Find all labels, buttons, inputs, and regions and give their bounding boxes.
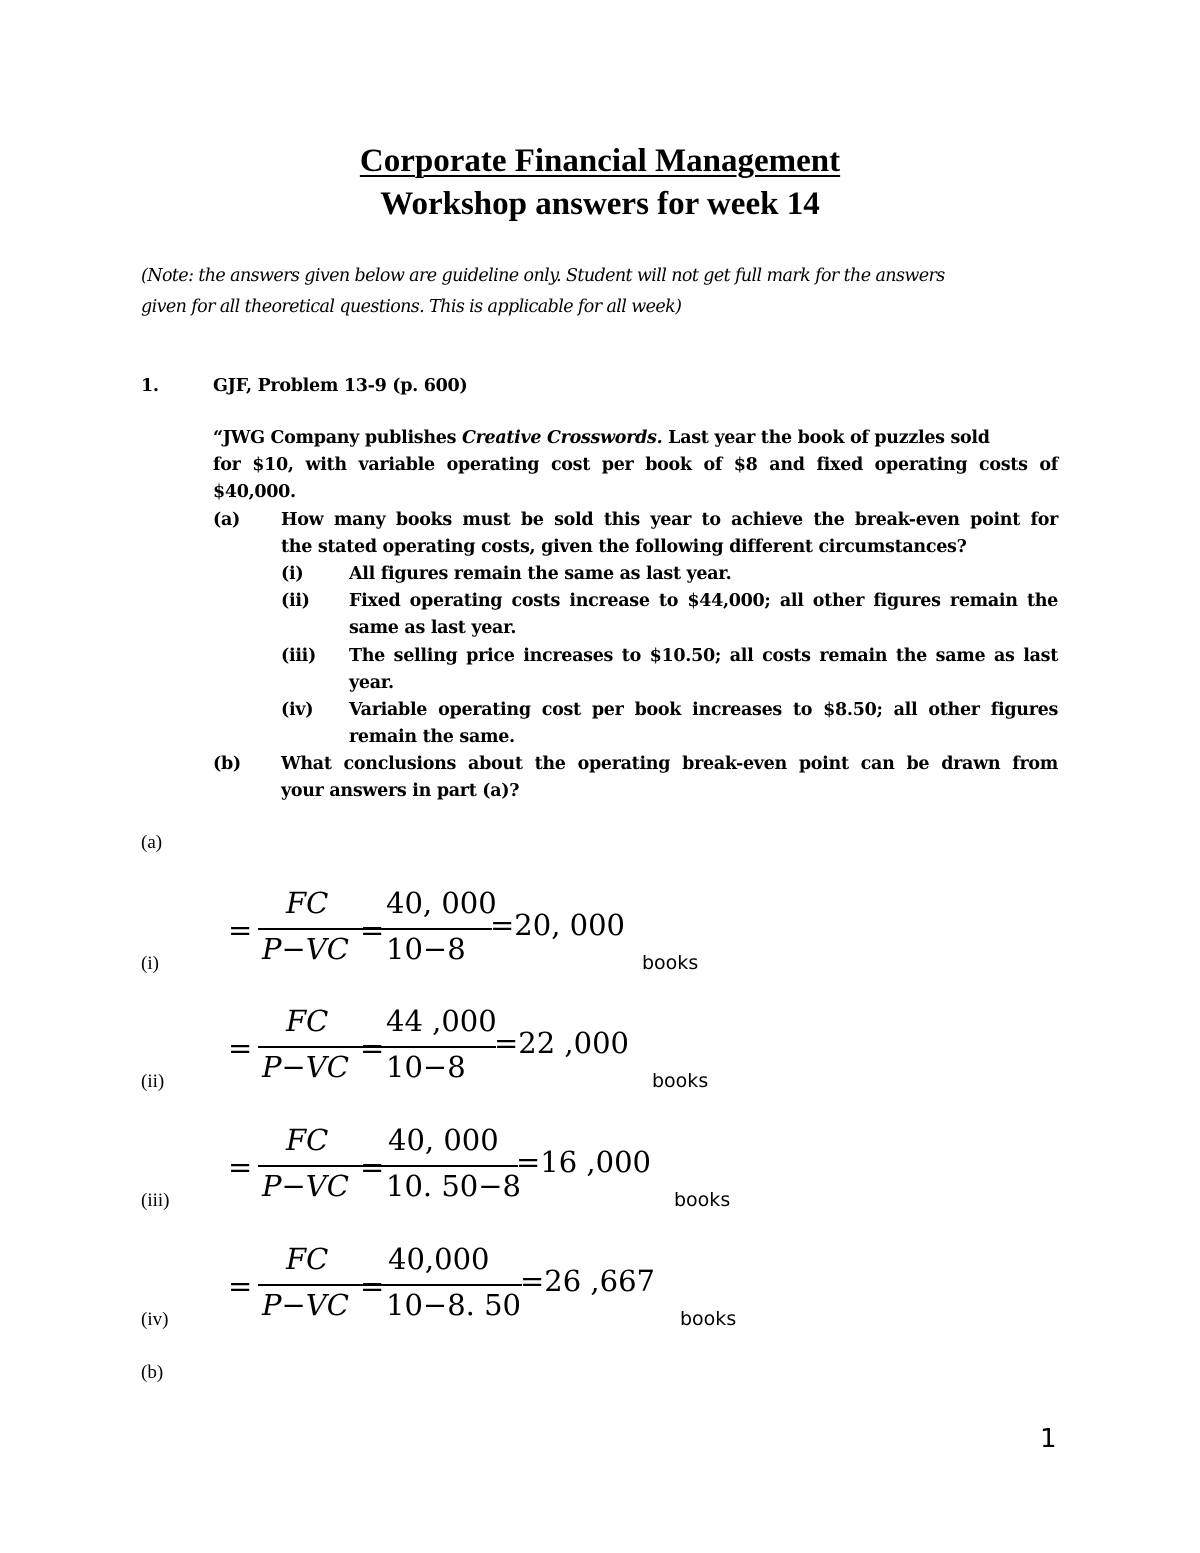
part-a-line-1: How many books must be sold this year to achieve the break-even point for xyxy=(281,510,1058,530)
part-a-line-2: the stated operating costs, given the following different circumstances? xyxy=(281,537,967,557)
sub-iii-label: (iii) xyxy=(281,646,317,666)
numerator-value: 40,000 xyxy=(388,1242,490,1276)
sub-iv-label: (iv) xyxy=(281,700,314,720)
denominator-p-vc: P−VC xyxy=(262,932,349,966)
part-b-label: (b) xyxy=(213,754,241,774)
denominator-value: 10−8. 50 xyxy=(386,1288,521,1322)
page-number: 1 xyxy=(1040,1424,1057,1454)
result-value: =20, 000 xyxy=(490,908,625,942)
eq-ii-unit: books xyxy=(652,1070,709,1092)
fraction-bar xyxy=(384,1165,518,1167)
sub-iii-line-2: year. xyxy=(349,673,394,693)
denominator-value: 10−8 xyxy=(386,932,466,966)
equals-sign: = xyxy=(360,1150,385,1184)
fraction-bar xyxy=(384,1046,496,1048)
part-b-line-1: What conclusions about the operating break-even point can be drawn from xyxy=(281,754,1058,774)
part-b-line-2: your answers in part (a)? xyxy=(281,781,520,801)
eq-iv-label: (iv) xyxy=(141,1309,169,1330)
eq-iii-unit: books xyxy=(674,1189,731,1211)
numerator-value: 44 ,000 xyxy=(386,1004,497,1038)
fraction-bar xyxy=(384,1284,522,1286)
sub-ii-label: (ii) xyxy=(281,591,310,611)
equals-sign: = xyxy=(228,1150,253,1184)
denominator-p-vc: P−VC xyxy=(262,1169,349,1203)
equals-sign: = xyxy=(228,913,253,947)
equals-sign: = xyxy=(228,1031,253,1065)
equals-sign: = xyxy=(360,1269,385,1303)
eq-i-label: (i) xyxy=(141,953,159,974)
result-value: =16 ,000 xyxy=(516,1145,651,1179)
question-number: 1. xyxy=(141,376,159,396)
eq-ii-label: (ii) xyxy=(141,1071,165,1092)
book-title: Creative Crosswords. xyxy=(461,428,663,448)
equals-sign: = xyxy=(360,1031,385,1065)
sub-iv-line-2: remain the same. xyxy=(349,727,515,747)
numerator-value: 40, 000 xyxy=(388,1123,499,1157)
equation-iii xyxy=(228,1117,731,1227)
sub-ii-line-2: same as last year. xyxy=(349,618,517,638)
equation-iv xyxy=(228,1236,728,1346)
result-value: =26 ,667 xyxy=(520,1264,655,1298)
part-a-label: (a) xyxy=(213,510,240,530)
eq-i-unit: books xyxy=(642,952,699,974)
fraction-bar xyxy=(384,928,492,930)
document-title: Corporate Financial Management xyxy=(359,143,841,179)
equals-sign: = xyxy=(228,1269,253,1303)
document-subtitle: Workshop answers for week 14 xyxy=(380,186,820,222)
result-value: =22 ,000 xyxy=(494,1026,629,1060)
equation-i xyxy=(228,880,708,990)
numerator-fc: FC xyxy=(286,1242,329,1276)
note-line-2: given for all theoretical questions. This is applicable for all week) xyxy=(141,297,682,317)
sub-i-label: (i) xyxy=(281,564,304,584)
note-line-1: (Note: the answers given below are guideline only. Student will not get full mark for the answers xyxy=(141,266,945,286)
sub-ii-line-1: Fixed operating costs increase to $44,000; all other figures remain the xyxy=(349,591,1058,611)
question-text-line-1 xyxy=(213,428,1058,448)
question-text-prefix: “JWG Company publishes xyxy=(213,428,462,448)
question-text-line-2: for $10, with variable operating cost per book of $8 and fixed operating costs of xyxy=(213,455,1058,475)
denominator-p-vc: P−VC xyxy=(262,1050,349,1084)
answer-a-label: (a) xyxy=(141,832,163,853)
equals-sign: = xyxy=(360,913,385,947)
eq-iv-unit: books xyxy=(680,1308,737,1330)
denominator-p-vc: P−VC xyxy=(262,1288,349,1322)
sub-i-text: All figures remain the same as last year. xyxy=(349,564,732,584)
eq-iii-label: (iii) xyxy=(141,1190,170,1211)
sub-iv-line-1: Variable operating cost per book increases to $8.50; all other figures xyxy=(349,700,1058,720)
question-text-rest: Last year the book of puzzles sold xyxy=(662,428,990,448)
sub-iii-line-1: The selling price increases to $10.50; all costs remain the same as last xyxy=(349,646,1058,666)
question-heading: GJF, Problem 13-9 (p. 600) xyxy=(213,376,468,396)
question-text-line-3: $40,000. xyxy=(213,482,296,502)
numerator-fc: FC xyxy=(286,1004,329,1038)
numerator-value: 40, 000 xyxy=(386,886,497,920)
answer-b-label: (b) xyxy=(141,1362,164,1383)
numerator-fc: FC xyxy=(286,886,329,920)
numerator-fc: FC xyxy=(286,1123,329,1157)
denominator-value: 10−8 xyxy=(386,1050,466,1084)
equation-ii xyxy=(228,998,708,1108)
denominator-value: 10. 50−8 xyxy=(386,1169,521,1203)
